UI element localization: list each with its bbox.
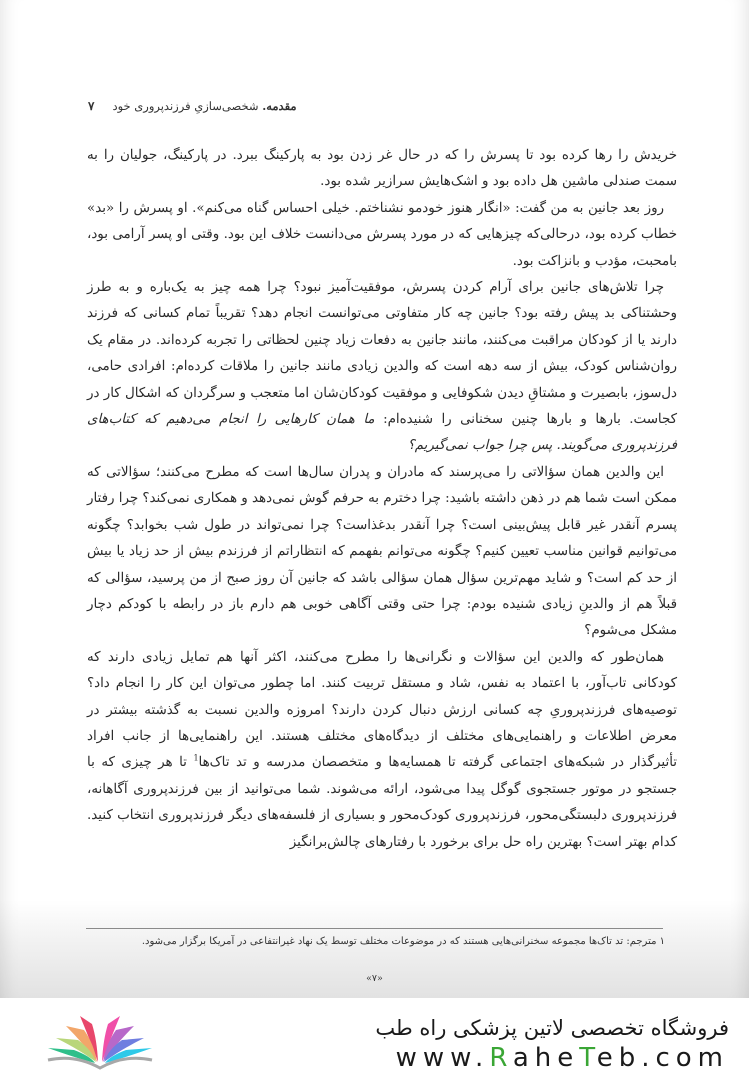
url-highlight: T bbox=[579, 1043, 597, 1073]
book-spine-curve bbox=[48, 1058, 152, 1068]
body-text bbox=[87, 143, 677, 856]
paragraph-text: چرا تلاش‌های جانین برای آرام کردن پسرش، موفقیت‌آمیز نبود؟ چرا همه چیز به یک‌باره و به طرز وحشتناکی بد پیش رفته بود؟ جانین چه کار متفاوتی می‌توانست انجام دهد؟ تقریباً تمام کسانی که فرزند دارند یا از کودکان مراقبت می‌کنند، مانند جانین به دفعات زیاد چنین لحظاتی را تجربه کرده‌اند. در مقام یک روان‌شناس کودک، بیش از سه دهه است که والدین زیادی مانند جانین را ملاقات کرده‌ام: افرادی حامی، دل‌سوز، بابصیرت و مشتاقِ دیدن شکوفایی و موفقیت کودکان‌شان اما متعجب و سرگردان که اشکال کار در کجاست. بارها و بارها چنین سخنانی را شنیده‌ام: bbox=[87, 280, 678, 428]
paragraph bbox=[87, 275, 677, 460]
italic-quote: ما همان کارهایی را انجام می‌دهیم که کتاب‌های فرزندپروری می‌گویند. پس چرا جواب نمی‌گیریم؟ bbox=[87, 412, 677, 454]
header-title bbox=[112, 99, 296, 113]
store-name: فروشگاه تخصصی لاتین پزشکی راه طب bbox=[375, 1016, 729, 1040]
paragraph bbox=[87, 645, 677, 856]
footnote-divider bbox=[86, 928, 663, 929]
store-url[interactable] bbox=[396, 1043, 729, 1073]
paragraph-text: تا هر چیزی که با جستجو در موتور جستجوی گوگل پیدا می‌شود، ارائه می‌شوند. شما می‌توانید از بین فرزندپروری آگاهانه، فرزندپروری دلبستگی‌محور، فرزندپروری کودک‌محور و بسیاری از فلسفه‌های دیگر فرزندپروری انتخاب کنید. کدام بهتر است؟ بهترین راه حل برای برخورد با رفتارهای چالش‌برانگیز bbox=[87, 755, 677, 850]
url-part: www. bbox=[395, 1043, 490, 1073]
url-part: eb.com bbox=[596, 1043, 729, 1073]
paragraph: روز بعد جانین به من گفت: «انگار هنوز خودمو نشناختم. خیلی احساس گناه می‌کنم». او پسرش را «بد» خطاب کرده بود، درحالی‌که چیزهایی که در مورد پسرش می‌دانست خلاف این بود. وقتی او پسر آرامی بود، بامحبت، مؤدب و بانزاکت بود. bbox=[87, 200, 677, 269]
open-book-rainbow-icon bbox=[40, 1010, 160, 1072]
header-book-title: شخصی‌سازیِ فرزندپروری خود bbox=[112, 99, 259, 113]
footnote-marker[interactable]: 1 bbox=[193, 753, 199, 763]
footnote: ۱ مترجم: تد تاک‌ها مجموعه سخنرانی‌هایی هستند که در موضوعات مختلف توسط یک نهاد غیرانتفاعی در آمریکا برگزار می‌شود. bbox=[141, 936, 665, 947]
paragraph-text: همان‌طور که والدین این سؤالات و نگرانی‌ها را مطرح می‌کنند، اکثر آنها هم تمایل زیادی دارند که کودکانی تاب‌آور، با اعتماد به نفس، شاد و مستقل تربیت کنند. اما چطور می‌توان این کار را انجام داد؟ توصیه‌های فرزندپروریِ چه کسانی ارزش دنبال کردن دارند؟ امروزه والدین نسبت به گذشته بیشتر در معرض اطلاعات و راهنمایی‌های مختلف از دیدگاه‌های مختلف هستند. این راهنمایی‌ها از جانب افراد تأثیرگذار در شبکه‌های اجتماعی گرفته تا همسایه‌ها و متخصصان مدرسه و تد تاک‌ها bbox=[87, 649, 677, 771]
header-page-number: ۷ bbox=[88, 99, 95, 113]
url-part: ahe bbox=[512, 1043, 580, 1073]
url-highlight: R bbox=[489, 1043, 513, 1073]
paragraph: این والدین همان سؤالاتی را می‌پرسند که مادران و پدران سال‌ها است که مطرح می‌کنند؛ سؤالاتی که ممکن است شما هم در ذهن داشته باشید: چرا دخترم به حرفم گوش نمی‌دهد و همکاری نمی‌کند؟ چرا رفتار پسرم آنقدر غیر قابل پیش‌بینی است؟ چرا آنقدر بدغذاست؟ چرا نمی‌تواند در طول شب بخوابد؟ چگونه می‌توانیم قوانین مناسب تعیین کنیم؟ چگونه می‌توانم بفهمم که انتظاراتم از فرزندم بیش از حد زیاد یا بیش از حد کم است؟ و شاید مهم‌ترین سؤال همان سؤالی باشد که جانین آن روز صبح از من پرسید، سؤالی که قبلاً هم از والدینِ زیادی شنیده بودم: چرا حتی وقتی آگاهی خوبی هم دارم باز در رابطه با کودکم دچار مشکل می‌شوم؟ bbox=[87, 464, 677, 639]
header-chapter: مقدمه. bbox=[262, 99, 297, 113]
page-footer-number: «۷» bbox=[366, 973, 383, 984]
paragraph: خریدش را رها کرده بود تا پسرش را که در حال غر زدن بود به پارکینگ ببرد. در پارکینگ، جولیان را به سمت صندلی ماشین هل داده بود و اشک‌هایش سرازیر شده بود. bbox=[87, 148, 677, 190]
running-head bbox=[88, 99, 297, 113]
